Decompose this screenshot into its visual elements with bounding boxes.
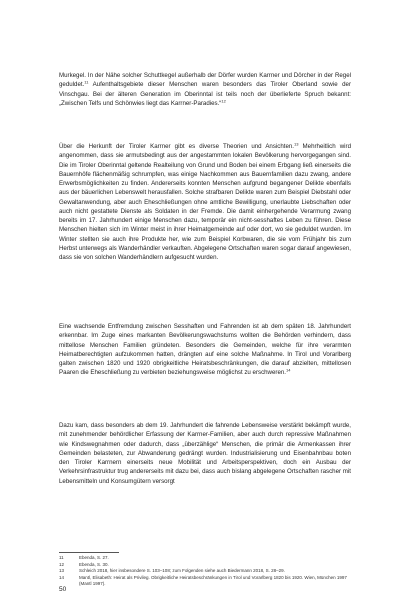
- paragraph-4: [59, 421, 351, 486]
- page-number: 50: [59, 586, 67, 593]
- footnote-marker: 12: [221, 98, 226, 104]
- footnote-number: 14: [59, 574, 65, 580]
- footnote-marker: 11: [84, 79, 89, 85]
- paragraph-text: Aufenthaltsgebiete dieser Menschen waren besonders das Tiroler Oberland sowie der Vinschgau. Bei der älteren Generation im Oberinntal ist teils noch der überlieferte Spruch bekannt: „Zwischen Telfs und Schönwies liegt das Karrner-Paradies.“: [59, 81, 351, 107]
- footnote-number: 12: [59, 561, 65, 567]
- footnote-marker: 14: [286, 367, 291, 373]
- paragraph-text: Murkegel. In der Nähe solcher Schuttkegel außerhalb der Dörfer wurden Karrner und Dörcher in der Regel geduldet.: [59, 72, 351, 89]
- paragraph-3: [59, 322, 351, 378]
- footnote-marker: 13: [294, 141, 299, 147]
- paragraph-1: [59, 71, 351, 108]
- footnote-number: 13: [59, 568, 65, 573]
- footnote-text: Schleich 2018, hier insbesondere S. 103–108; zum Folgenden siehe auch Biedermann 2018, S. 28–29.: [79, 568, 285, 573]
- footnotes: [59, 555, 351, 588]
- paragraph-2: [59, 142, 351, 262]
- footnote-item: [59, 575, 351, 588]
- footnote-number: 11: [59, 555, 64, 560]
- paragraph-text: Mehrheitlich wird angenommen, dass sie armutsbedingt aus der angestammten lokalen Bevölkerung hervorgegangen sind. Die im Tiroler Oberinntal geltende Realteilung von Grund und Boden bei einem Erbgang ließ einerseits die Bauernhöfe flächenmäßig schrumpfen, was einige Nachkommen aus Bauernfamilien dazu zwang, andere Erwerbsmöglichkeiten zu finden. Andererseits konnten Menschen aufgrund begangener Delikte ebenfalls aus der bäuerlichen Lebenswelt herausfallen. Solche strafbaren Delikte waren zum Beispiel Diebstahl oder Gewaltanwendung, aber auch Eheschließungen ohne amtliche Bewilligung, unerlaubte Liebschaften oder auch nicht gestattete Dienste als Soldaten in der Fremde. Die damit einhergehende Verarmung zwang bereits im 17. Jahrhundert einige Menschen dazu, temporär ein nicht-sesshaftes Leben zu führen. Diese Menschen hielten sich im Winter meist in ihrer Heimatgemeinde auf oder dort, wo sie geduldet wurden. Im Winter stellten sie auch ihre Produkte her, wie zum Beispiel Korbwaren, die sie vom Frühjahr bis zum Herbst unterwegs als Wanderhändler verkauften. Abgelegene Ortschaften waren sogar darauf angewiesen, dass sie von solchen Wanderhändlern aufgesucht wurden.: [59, 143, 351, 261]
- footnote-text: Ebenda, S. 27.: [79, 555, 109, 560]
- paragraph-text: Dazu kam, dass besonders ab dem 19. Jahrhundert die fahrende Lebensweise verstärkt bekämpft wurde, mit zunehmender behördlicher Erfassung der Karrner-Familien, aber auch durch repressive Maßnahmen wie Kindswegnahmen oder dadurch, dass „überzählige“ Menschen, die primär die Armenkassen ihrer Gemeinden belasteten, zur Abwanderung gedrängt wurden. Industrialisierung und Eisenbahnbau boten den Tiroler Karrnern einerseits neue Mobilität und Arbeitsperspektiven, doch ein Ausbau der Verkehrsinfrastruktur trug andererseits mit dazu bei, dass auch bislang abgelegene Ortschaften rascher mit Lebensmitteln und Konsumgütern versorgt: [59, 422, 351, 485]
- footnote-divider: [59, 552, 119, 553]
- paragraph-text: Über die Herkunft der Tiroler Karrner gibt es diverse Theorien und Ansichten.: [59, 143, 294, 150]
- footnote-text: Mantl, Elisabeth: Heirat als Privileg. Obrigkeitliche Heiratsbeschränkungen in Tirol und Vorarlberg 1820 bis 1920. Wien, München 1997 (Mantl 1997).: [79, 574, 347, 586]
- paragraph-text: Eine wachsende Entfremdung zwischen Sesshaften und Fahrenden ist ab dem späten 18. Jahrhundert erkennbar. Im Zuge eines markanten Bevölkerungswachstums wollten die Behörden verhindern, dass mittellose Menschen Familien gründeten. Besonders die Gemeinden, welche für ihre verarmten Heimatberechtigten aufzukommen hatten, drängten auf eine solche Maßnahme. In Tirol und Vorarlberg galten zwischen 1820 und 1920 obrigkeitliche Heiratsbeschränkungen, die darauf abzielten, mittellosen Paaren die Eheschließung zu verbieten beziehungsweise möglichst zu erschweren.: [59, 323, 351, 377]
- footnote-text: Ebenda, S. 30.: [79, 561, 109, 567]
